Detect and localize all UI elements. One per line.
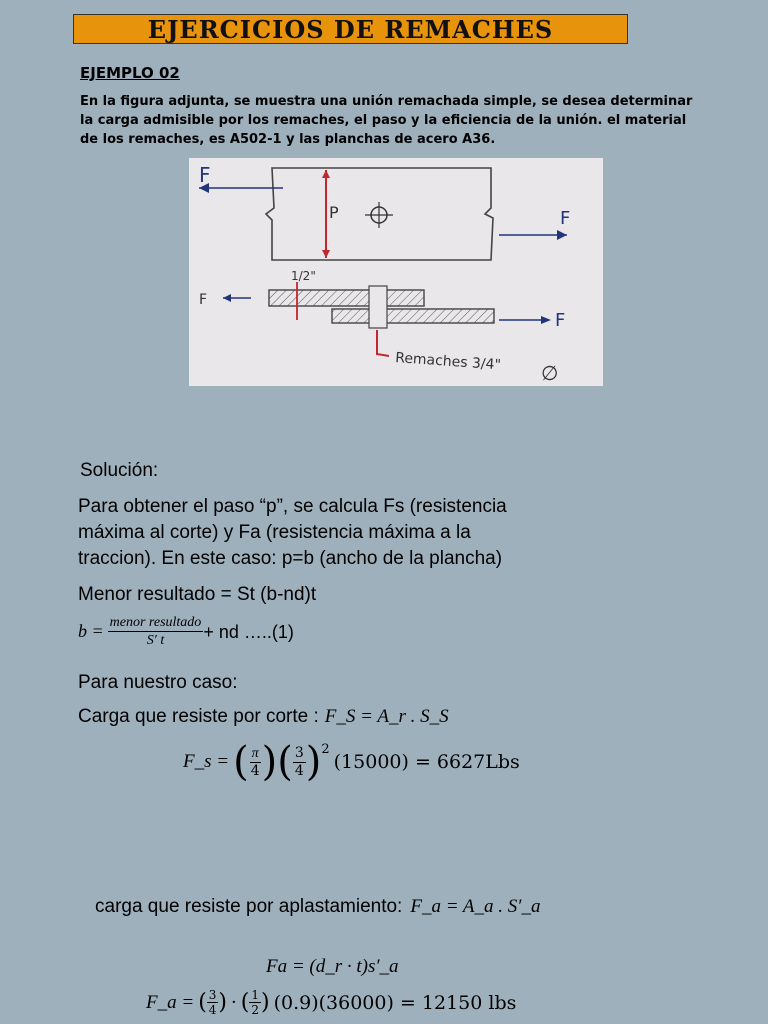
arrowhead-right	[557, 230, 567, 240]
rivet-section	[369, 286, 387, 328]
fa-equation-1: Fa = (d_r · t)s′_a	[266, 956, 399, 977]
eq1-denominator: S′ t	[146, 633, 165, 648]
riveted-joint-figure	[189, 158, 603, 386]
pitch-label: P	[329, 203, 339, 222]
fs-equation: F_s = ( $\frac{\pi}{4}$ ) ( $\frac{3}{4}$ ) $^2$ (15000) = 6627Lbs	[183, 739, 520, 785]
fs-result: (15000) = 6627Lbs	[333, 751, 520, 773]
fa-frac-1: $\frac{3}{4}$	[208, 988, 217, 1017]
intro-line: la carga admisible por los remaches, el paso y la eficiencia de la unión. el material	[80, 113, 687, 128]
fs-lhs: F_s =	[183, 751, 230, 772]
eq1-tail: + nd …..(1)	[203, 621, 294, 642]
eq1-lhs: b =	[78, 621, 104, 641]
pitch-arrow-top	[322, 170, 330, 178]
lower-plate-section	[332, 309, 494, 323]
solution-line: traccion). En este caso: p=b (ancho de la plancha)	[78, 548, 503, 569]
aplastamiento-line	[95, 894, 540, 920]
corte-formula: F_S = A_r . S_S	[324, 706, 449, 727]
fa-lhs: F_a =	[146, 991, 195, 1013]
corte-line	[78, 704, 449, 730]
menor-resultado-line: Menor resultado = St (b-nd)t	[78, 584, 317, 605]
title-banner	[73, 14, 628, 44]
solution-paragraph	[78, 494, 718, 572]
intro-line: de los remaches, es A502-1 y las planchas de acero A36.	[80, 132, 496, 147]
intro-line: En la figura adjunta, se muestra una unión remachada simple, se desea determinar	[80, 94, 693, 109]
fa-result: (0.9)(36000) = 12150 lbs	[273, 991, 517, 1014]
force-label-top-left: F	[199, 163, 211, 187]
upper-plate-section	[269, 290, 424, 306]
solution-line: Para obtener el paso “p”, se calcula Fs (resistencia	[78, 496, 507, 517]
rivet-label: Remaches 3/4"	[394, 350, 502, 374]
diameter-symbol: ∅	[541, 361, 559, 385]
aplastamiento-formula: F_a = A_a . S′_a	[410, 896, 541, 917]
corte-label: Carga que resiste por corte :	[78, 706, 319, 727]
force-label-bottom-left: F	[199, 292, 208, 308]
page-title: EJERCICIOS DE REMACHES	[147, 14, 554, 44]
fs-frac-diameter: $\frac{3}{4}$	[294, 744, 304, 779]
fa-equation-2: F_a = ( $\frac{3}{4}$ ) · ( $\frac{1}{2}$ ) (0.9)(36000) = 12150 lbs	[146, 988, 517, 1017]
fs-exponent: 2	[321, 742, 330, 757]
pitch-arrow-bottom	[322, 250, 330, 258]
fa-frac-2: $\frac{1}{2}$	[251, 988, 259, 1017]
solution-heading: Solución:	[80, 460, 159, 481]
para-nuestro-caso: Para nuestro caso:	[78, 672, 238, 693]
force-label-bottom-right: F	[555, 310, 566, 331]
thickness-label: 1/2"	[291, 269, 316, 283]
intro-paragraph	[80, 92, 700, 149]
solution-line: máxima al corte) y Fa (resistencia máxima a la	[78, 522, 471, 543]
joint-sketch	[189, 158, 603, 386]
fs-frac-pi: $\frac{\pi}{4}$	[250, 745, 260, 779]
arrowhead-bottom-right	[541, 316, 551, 324]
arrowhead-bottom-left	[223, 294, 231, 302]
example-heading: EJEMPLO 02	[80, 64, 180, 82]
eq1-numerator: menor resultado	[109, 615, 202, 630]
equation-1	[78, 614, 294, 649]
rivet-leader-line	[377, 330, 389, 356]
aplastamiento-label: carga que resiste por aplastamiento:	[95, 896, 403, 917]
eq1-fraction	[108, 614, 204, 649]
force-label-top-right: F	[560, 208, 571, 229]
